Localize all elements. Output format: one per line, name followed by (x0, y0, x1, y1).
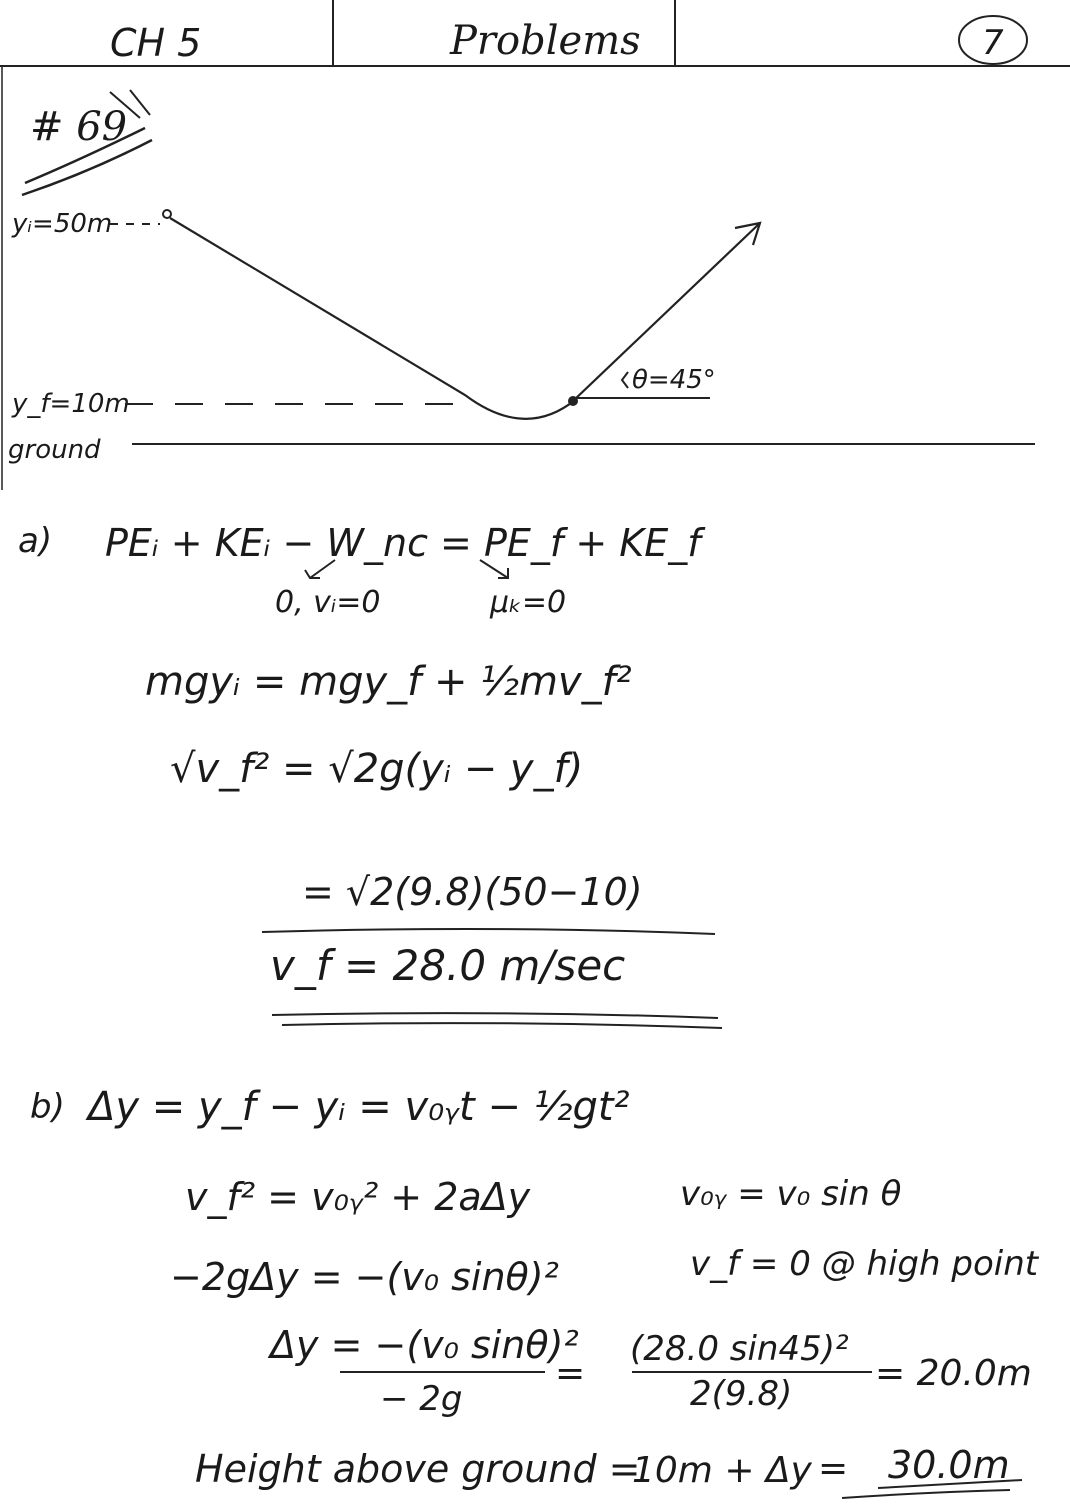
kinematics-line2: v_f² = v₀ᵧ² + 2aΔy (185, 1175, 531, 1219)
part-a (18, 521, 722, 1028)
delta-y-numerator: Δy = −(v₀ sinθ)² (270, 1323, 579, 1367)
ke-note: 0, vᵢ=0 (275, 585, 381, 620)
final-expression: 10m + Δy (632, 1450, 812, 1491)
calc-numerator: (28.0 sin45)² (630, 1329, 849, 1369)
angle-label: θ=45° (632, 365, 716, 395)
part-b (30, 1084, 1040, 1498)
calc-denominator: 2(9.8) (690, 1374, 793, 1414)
work-note: μₖ=0 (490, 585, 567, 620)
result-box-top (262, 929, 715, 934)
energy-step1: mgyᵢ = mgy_f + ½mv_f² (145, 659, 632, 705)
kinematics-line1: Δy = y_f − yᵢ = v₀ᵧt − ½gt² (88, 1084, 630, 1130)
ramp-diagram (8, 209, 1035, 465)
energy-step3: = √2(9.8)(50−10) (302, 870, 643, 914)
ramp-curve (170, 218, 575, 419)
header (0, 0, 1070, 490)
side-note-voy: v₀ᵧ = v₀ sin θ (680, 1174, 902, 1214)
chapter-label: CH 5 (110, 21, 202, 65)
y-initial-label: yᵢ=50m (12, 209, 113, 239)
final-value: 30.0m (888, 1443, 1010, 1487)
start-point (163, 210, 171, 218)
final-label: Height above ground = (195, 1447, 641, 1491)
ground-label: ground (8, 435, 101, 465)
final-equals: = (818, 1448, 849, 1489)
y-final-label: y_f=10m (12, 389, 130, 419)
energy-equation: PEᵢ + KEᵢ − W_nc = PE_f + KE_f (105, 521, 701, 565)
problem-number: # 69 (30, 104, 128, 150)
kinematics-line3: −2gΔy = −(v₀ sinθ)² (170, 1255, 559, 1299)
energy-step2: √v_f² = √2g(yᵢ − y_f) (170, 746, 584, 792)
calc-result: = 20.0m (875, 1353, 1032, 1394)
velocity-result: v_f = 28.0 m/sec (270, 941, 626, 990)
part-a-label: a) (18, 521, 53, 561)
section-title: Problems (450, 18, 641, 64)
part-b-label: b) (30, 1087, 65, 1127)
page-number: 7 (982, 23, 1004, 63)
delta-y-equals: = (555, 1353, 586, 1394)
side-note-high-point: v_f = 0 @ high point (690, 1244, 1039, 1284)
delta-y-denominator: − 2g (380, 1379, 463, 1419)
